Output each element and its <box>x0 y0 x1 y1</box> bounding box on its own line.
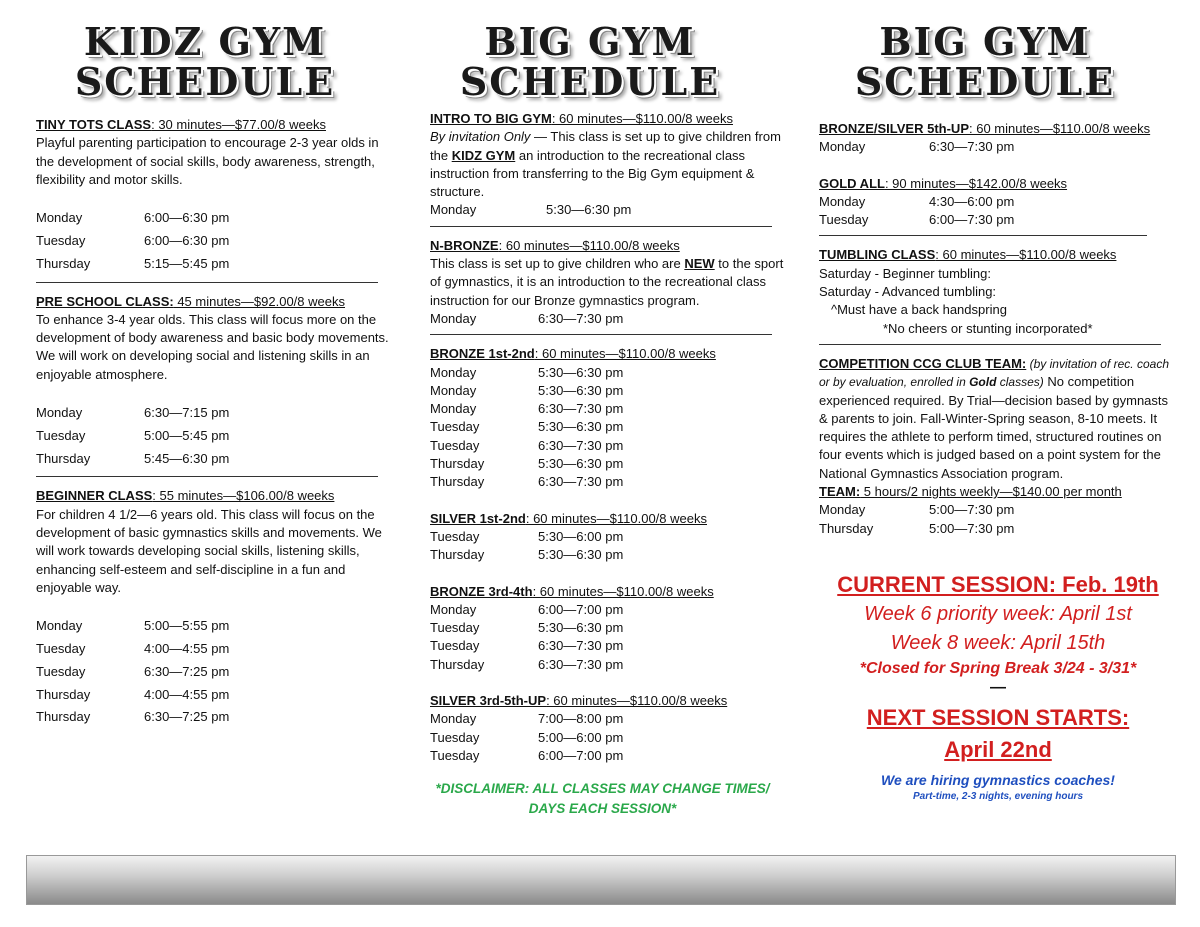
schedule-day: Tuesday <box>430 437 480 453</box>
schedule-row <box>430 310 790 328</box>
schedule-row <box>36 661 396 684</box>
schedule-row <box>430 747 790 765</box>
schedule-row <box>430 656 790 674</box>
divider <box>36 476 378 477</box>
schedule-day: Monday <box>430 310 477 326</box>
spring-break-notice: *Closed for Spring Break 3/24 - 3/31* <box>859 660 1137 677</box>
schedule-time: 6:30—7:25 pm <box>144 663 230 679</box>
schedule-time: 6:30—7:30 pm <box>538 310 624 326</box>
schedule-time: 5:30—6:30 pm <box>538 547 624 563</box>
schedule-row <box>819 211 1179 229</box>
schedule-row <box>36 425 396 448</box>
schedule-row <box>430 201 790 219</box>
big-gym-column-2 <box>819 120 1179 538</box>
bronze-1st-2nd-title: BRONZE 1st-2nd: 60 minutes—$110.00/8 weeks <box>430 346 716 362</box>
schedule-row <box>819 193 1179 211</box>
schedule-day: Tuesday <box>36 641 86 657</box>
schedule-time: 5:45—6:30 pm <box>144 450 230 466</box>
separator-dash: — <box>990 679 1006 696</box>
schedule-row <box>36 638 396 661</box>
pre-school-description: To enhance 3-4 year olds. This class will focus more on the development of body awareness and basic body movements. We will work on developing social and listening skills in an enjoyable atmosphere. <box>36 311 389 382</box>
schedule-row <box>36 253 396 276</box>
schedule-time: 4:00—4:55 pm <box>144 641 230 657</box>
pre-school-title: PRE SCHOOL CLASS: 45 minutes—$92.00/8 weeks <box>36 293 345 309</box>
tiny-tots-description: Playful parenting participation to encourage 2-3 year olds in the development of social skills, body awareness, strength, flexibility and motor skills. <box>36 135 379 187</box>
schedule-row <box>36 706 396 729</box>
week6-priority: Week 6 priority week: April 1st <box>864 603 1132 625</box>
silver-1st-2nd-title: SILVER 1st-2nd: 60 minutes—$110.00/8 weeks <box>430 510 707 526</box>
schedule-day: Monday <box>36 618 83 634</box>
tumbling-beginner: Saturday - Beginner tumbling: <box>819 265 991 281</box>
schedule-day: Tuesday <box>430 419 480 435</box>
schedule-time: 5:30—6:30 pm <box>538 419 624 435</box>
schedule-row <box>819 501 1179 519</box>
schedule-row <box>430 601 790 619</box>
schedule-day: Tuesday <box>430 747 480 763</box>
schedule-time: 6:30—7:25 pm <box>144 709 230 725</box>
schedule-row <box>430 473 790 491</box>
schedule-day: Thursday <box>430 656 485 672</box>
tiny-tots-schedule <box>36 207 396 275</box>
intro-big-gym-title: INTRO TO BIG GYM: 60 minutes—$110.00/8 weeks <box>430 111 733 126</box>
schedule-row <box>819 138 1179 156</box>
schedule-time: 6:30—7:30 pm <box>538 638 624 654</box>
schedule-time: 5:00—5:45 pm <box>144 427 230 443</box>
divider <box>819 235 1147 236</box>
schedule-row <box>36 615 396 638</box>
bronze-silver-5th-title: BRONZE/SILVER 5th-UP: 60 minutes—$110.00/8 weeks <box>819 121 1151 136</box>
schedule-day: Thursday <box>430 474 485 490</box>
schedule-time: 5:30—6:00 pm <box>538 528 624 544</box>
intro-big-gym-schedule <box>430 201 790 219</box>
schedule-day: Thursday <box>36 450 91 466</box>
schedule-time: 6:30—7:15 pm <box>144 405 230 421</box>
bronze-1st-2nd-schedule <box>430 364 790 492</box>
schedule-row <box>430 455 790 473</box>
bronze-3rd-4th-schedule <box>430 601 790 674</box>
bronze-3rd-4th-title: BRONZE 3rd-4th: 60 minutes—$110.00/8 weeks <box>430 583 714 599</box>
big-gym-heading-1: BIG GYM SCHEDULE <box>459 19 721 104</box>
schedule-time: 6:30—7:30 pm <box>929 139 1015 155</box>
tiny-tots-title: TINY TOTS CLASS: 30 minutes—$77.00/8 weeks <box>36 117 326 132</box>
hiring-notice: We are hiring gymnastics coaches! <box>881 772 1115 788</box>
schedule-day: Monday <box>430 711 477 727</box>
schedule-day: Monday <box>819 502 866 518</box>
schedule-day: Tuesday <box>430 528 480 544</box>
beginner-description: For children 4 1/2—6 years old. This class will focus on the development of basic gymnastics skills and movements. We will work towards developing social skills, listening skills, enhancing self-esteem and self-discipline in a fun and enjoyable way. <box>36 506 382 595</box>
schedule-time: 6:00—7:00 pm <box>538 747 624 763</box>
team-schedule <box>819 501 1179 538</box>
schedule-row <box>430 729 790 747</box>
schedule-day: Tuesday <box>36 427 86 443</box>
schedule-row <box>430 528 790 546</box>
gold-all-title: GOLD ALL: 90 minutes—$142.00/8 weeks <box>819 175 1068 191</box>
silver-3rd-5th-schedule <box>430 710 790 765</box>
schedule-row <box>430 546 790 564</box>
schedule-day: Tuesday <box>819 212 869 228</box>
schedule-day: Tuesday <box>430 620 480 636</box>
tumbling-advanced: Saturday - Advanced tumbling: <box>819 284 997 300</box>
current-session: CURRENT SESSION: Feb. 19th <box>837 572 1159 597</box>
week8-week: Week 8 week: April 15th <box>890 632 1106 654</box>
gold-all-schedule <box>819 193 1179 230</box>
schedule-day: Monday <box>430 202 477 218</box>
schedule-day: Thursday <box>430 547 485 563</box>
silver-3rd-5th-title: SILVER 3rd-5th-UP: 60 minutes—$110.00/8 weeks <box>430 693 728 709</box>
schedule-row <box>819 520 1179 538</box>
tumbling-note: *No cheers or stunting incorporated* <box>883 320 1093 336</box>
schedule-row <box>430 619 790 637</box>
schedule-time: 6:00—7:30 pm <box>929 212 1015 228</box>
schedule-row <box>36 684 396 707</box>
divider <box>430 334 772 335</box>
schedule-row <box>430 437 790 455</box>
divider <box>819 344 1161 345</box>
beginner-title: BEGINNER CLASS: 55 minutes—$106.00/8 weeks <box>36 488 335 504</box>
schedule-time: 7:00—8:00 pm <box>538 711 624 727</box>
schedule-time: 6:30—7:30 pm <box>538 437 624 453</box>
schedule-row <box>36 448 396 471</box>
pre-school-schedule <box>36 402 396 470</box>
bronze-silver-5th-schedule <box>819 138 1179 156</box>
schedule-day: Thursday <box>36 709 91 725</box>
schedule-time: 5:00—7:30 pm <box>929 502 1015 518</box>
beginner-schedule <box>36 615 396 729</box>
n-bronze-title: N-BRONZE: 60 minutes—$110.00/8 weeks <box>430 237 680 253</box>
schedule-time: 4:00—4:55 pm <box>144 686 230 702</box>
schedule-time: 5:15—5:45 pm <box>144 255 230 271</box>
schedule-day: Thursday <box>36 686 91 702</box>
schedule-time: 5:30—6:30 pm <box>538 364 624 380</box>
kidz-gym-column <box>36 116 396 729</box>
schedule-day: Monday <box>430 364 477 380</box>
session-info <box>820 570 1176 804</box>
tumbling-title: TUMBLING CLASS: 60 minutes—$110.00/8 weeks <box>819 247 1117 263</box>
next-session-date: April 22nd <box>944 737 1052 762</box>
schedule-day: Thursday <box>430 456 485 472</box>
footer-bar <box>26 855 1176 905</box>
schedule-row <box>430 382 790 400</box>
divider <box>36 282 378 283</box>
schedule-row <box>430 400 790 418</box>
schedule-time: 5:30—6:30 pm <box>538 382 624 398</box>
schedule-day: Tuesday <box>430 638 480 654</box>
schedule-time: 6:30—7:30 pm <box>538 656 624 672</box>
schedule-day: Monday <box>430 382 477 398</box>
schedule-day: Thursday <box>36 255 91 271</box>
intro-big-gym-description: By invitation Only — This class is set up to give children from the KIDZ GYM an introduction to the recreational class instruction from transferring to the Big Gym equipment & structure. <box>430 129 781 200</box>
hiring-detail: Part-time, 2-3 nights, evening hours <box>912 791 1084 802</box>
n-bronze-schedule <box>430 310 790 328</box>
schedule-time: 6:00—7:00 pm <box>538 601 624 617</box>
schedule-row <box>430 637 790 655</box>
next-session-label: NEXT SESSION STARTS: <box>866 705 1130 730</box>
tumbling-requirement: ^Must have a back handspring <box>831 302 1007 318</box>
schedule-day: Monday <box>430 601 477 617</box>
big-gym-column-1 <box>430 110 790 819</box>
schedule-time: 5:00—6:00 pm <box>538 729 624 745</box>
team-title: TEAM: 5 hours/2 nights weekly—$140.00 per month <box>819 484 1122 500</box>
schedule-day: Monday <box>430 401 477 417</box>
schedule-time: 5:30—6:30 pm <box>546 202 632 218</box>
schedule-row <box>430 418 790 436</box>
schedule-row <box>430 364 790 382</box>
schedule-row <box>36 230 396 253</box>
schedule-time: 4:30—6:00 pm <box>929 193 1015 209</box>
schedule-row <box>430 710 790 728</box>
schedule-time: 5:00—7:30 pm <box>929 520 1015 536</box>
schedule-time: 5:30—6:30 pm <box>538 456 624 472</box>
big-gym-heading-2: BIG GYM SCHEDULE <box>854 19 1116 104</box>
schedule-time: 6:30—7:30 pm <box>538 401 624 417</box>
schedule-row <box>36 207 396 230</box>
n-bronze-description: This class is set up to give children who are NEW to the sport of gymnastics, it is an introduction to the recreational class instruction for our Bronze gymnastics program. <box>430 256 784 308</box>
schedule-day: Tuesday <box>36 232 86 248</box>
schedule-time: 6:00—6:30 pm <box>144 210 230 226</box>
schedule-time: 6:00—6:30 pm <box>144 232 230 248</box>
schedule-day: Thursday <box>819 520 874 536</box>
divider <box>430 226 772 227</box>
disclaimer-text: *DISCLAIMER: ALL CLASSES MAY CHANGE TIMES/ DAYS EACH SESSION* <box>435 781 770 817</box>
schedule-time: 5:00—5:55 pm <box>144 618 230 634</box>
silver-1st-2nd-schedule <box>430 528 790 565</box>
schedule-time: 5:30—6:30 pm <box>538 620 624 636</box>
schedule-row <box>36 402 396 425</box>
schedule-day: Monday <box>819 139 866 155</box>
schedule-day: Tuesday <box>430 729 480 745</box>
schedule-day: Monday <box>36 405 83 421</box>
competition-team-description: COMPETITION CCG CLUB TEAM: (by invitation of rec. coach or by evaluation, enrolled in Gold classes) No competition experienced required. By Trial—decision based by gymnasts & parents to join. Fall-Winter-Spring season, 8-10 meets. It requires the athlete to perform timed, structured routines on four events which is judged based on a point system for the National Gymnastics Association program. <box>819 355 1169 481</box>
schedule-time: 6:30—7:30 pm <box>538 474 624 490</box>
kidz-gym-heading: KIDZ GYM SCHEDULE <box>74 19 336 104</box>
schedule-day: Tuesday <box>36 663 86 679</box>
schedule-day: Monday <box>819 193 866 209</box>
schedule-day: Monday <box>36 210 83 226</box>
